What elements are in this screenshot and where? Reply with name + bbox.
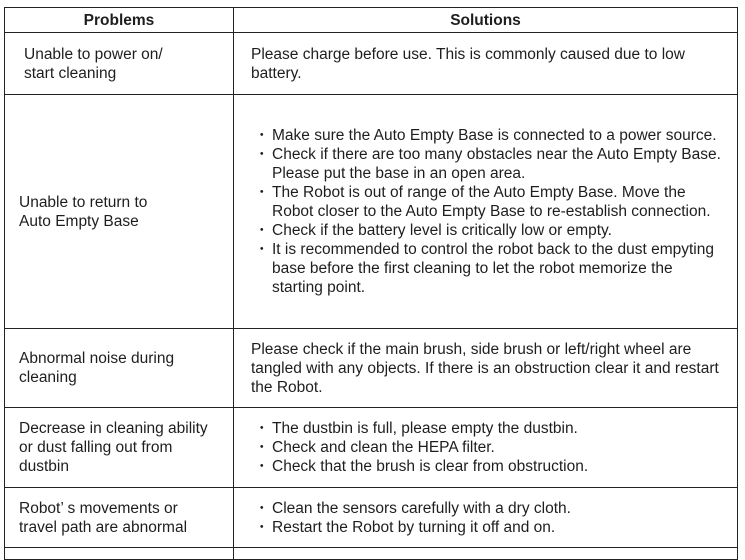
solution-cell: [234, 488, 738, 548]
problem-cell: [5, 408, 234, 488]
table-row: [5, 33, 738, 95]
problem-line: or dust falling out from: [19, 439, 173, 456]
problem-cell: [5, 33, 234, 95]
empty-cell: [5, 548, 234, 560]
table-header-row: [5, 8, 738, 33]
list-item: ・ Make sure the Auto Empty Base is connected to a power source.: [254, 126, 727, 145]
list-item: ・ The dustbin is full, please empty the dustbin.: [254, 419, 727, 438]
table-row: [5, 329, 738, 408]
solution-text: Please charge before use. This is commonly caused due to low battery.: [234, 33, 738, 95]
problem-line: Unable to return to: [19, 193, 148, 211]
solution-list: [254, 126, 727, 297]
header-solutions: Solutions: [234, 8, 738, 33]
problem-line: Auto Empty Base: [19, 212, 139, 230]
problem-cell: [5, 95, 234, 329]
problem-cell: [5, 329, 234, 408]
solution-cell: [234, 95, 738, 329]
problem-line: Decrease in cleaning ability: [19, 420, 208, 437]
problem-line: start cleaning: [24, 64, 117, 82]
table-row: [5, 408, 738, 488]
problem-line: cleaning: [19, 369, 77, 386]
table-row: [5, 95, 738, 329]
list-item: ・ Check and clean the HEPA filter.: [254, 438, 727, 457]
problem-line: travel path are abnormal: [19, 518, 188, 536]
solution-cell: [234, 408, 738, 488]
list-item: ・ Clean the sensors carefully with a dry cloth.: [254, 499, 727, 518]
solution-list: [254, 499, 727, 537]
empty-cell: [234, 548, 738, 560]
solution-text: Please check if the main brush, side brush or left/right wheel are tangled with any objects. If there is an obstruction clear it and restart the Robot.: [234, 329, 738, 408]
problem-line: Unable to power on/: [24, 45, 163, 63]
list-item: ・ It is recommended to control the robot back to the dust empyting base before the first cleaning to let the robot memorize the starting point.: [254, 240, 727, 297]
problem-line: Abnormal noise during: [19, 350, 175, 367]
list-item: ・ Restart the Robot by turning it off and on.: [254, 518, 727, 537]
header-problems: Problems: [5, 8, 234, 33]
table-row: [5, 488, 738, 548]
troubleshooting-table: [4, 7, 738, 560]
list-item: ・ The Robot is out of range of the Auto Empty Base. Move the Robot closer to the Auto Empty Base to re-establish connection.: [254, 183, 727, 221]
list-item: ・ Check if the battery level is critically low or empty.: [254, 221, 727, 240]
list-item: ・ Check if there are too many obstacles near the Auto Empty Base. Please put the base in an open area.: [254, 145, 727, 183]
problem-line: dustbin: [19, 458, 69, 475]
solution-list: [254, 419, 727, 476]
list-item: ・ Check that the brush is clear from obstruction.: [254, 457, 727, 476]
table-row-partial: [5, 548, 738, 560]
problem-cell: [5, 488, 234, 548]
problem-line: Robot’ s movements or: [19, 499, 178, 517]
